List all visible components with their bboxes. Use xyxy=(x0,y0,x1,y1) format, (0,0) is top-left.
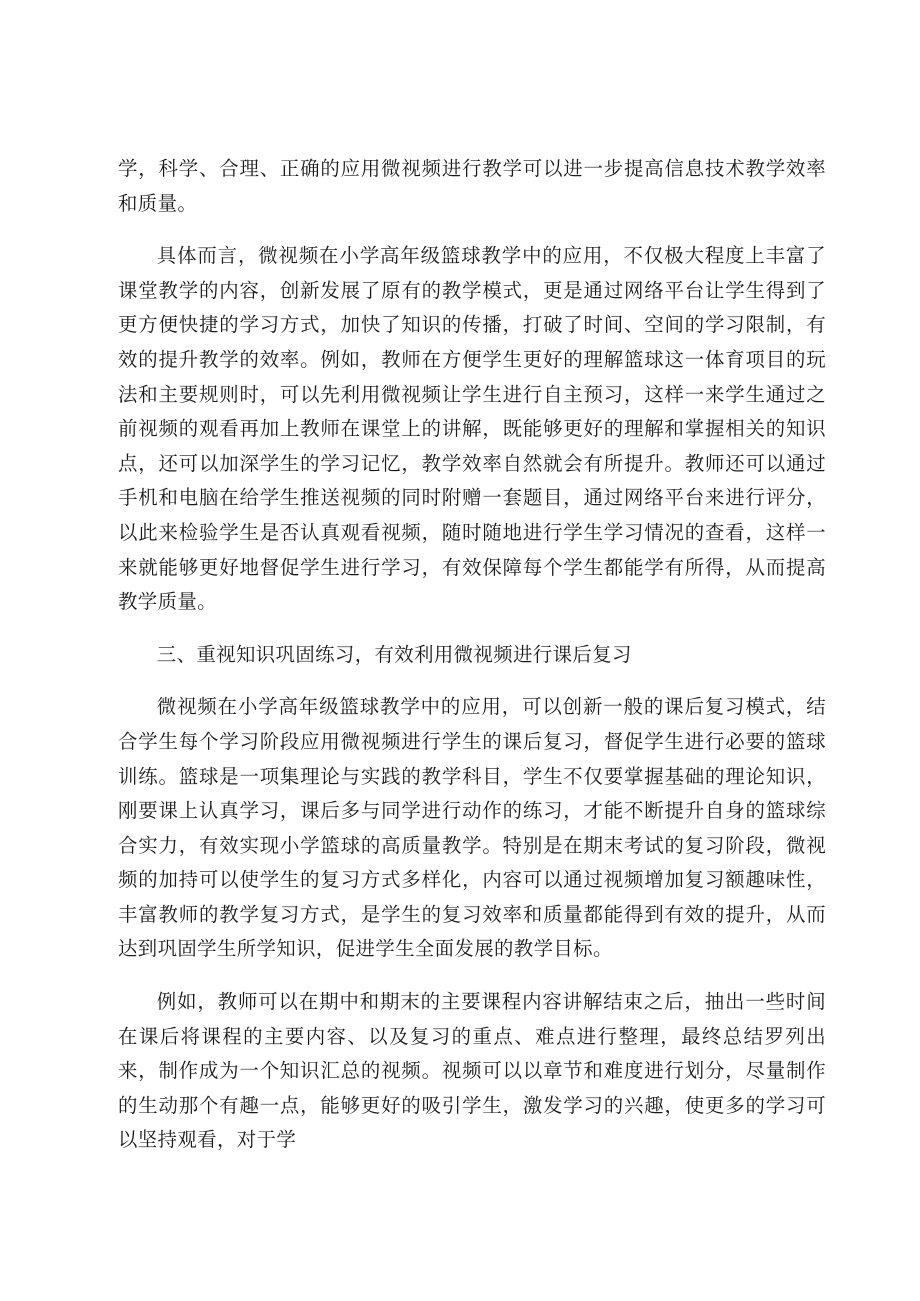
paragraph-micro-video-benefits: 具体而言，微视频在小学高年级篮球教学中的应用，不仅极大程度上丰富了课堂教学的内容，创新发展了原有的教学模式，更是通过网络平台让学生得到了更方便快捷的学习方式，加快了知识的传播，打破了时间、空间的学习限制，有效的提升教学的效率。例如，教师在方便学生更好的理解篮球这一体育项目的玩法和主要规则时，可以先利用微视频让学生进行自主预习，这样一来学生通过之前视频的观看再加上教师在课堂上的讲解，既能够更好的理解和掌握相关的知识点，还可以加深学生的学习记忆，教学效率自然就会有所提升。教师还可以通过手机和电脑在给学生推送视频的同时附赠一套题目，通过网络平台来进行评分，以此来检验学生是否认真观看视频，随时随地进行学生学习情况的查看，这样一来就能够更好地督促学生进行学习，有效保障每个学生都能学有所得，从而提高教学质量。 xyxy=(118,244,826,614)
paragraph-after-class-review: 微视频在小学高年级篮球教学中的应用，可以创新一般的课后复习模式，结合学生每个学习阶段应用微视频进行学生的课后复习，督促学生进行必要的篮球训练。篮球是一项集理论与实践的教学科目，学生不仅要掌握基础的理论知识，刚要课上认真学习，课后多与同学进行动作的练习，才能不断提升自身的篮球综合实力，有效实现小学篮球的高质量教学。特别是在期末考试的复习阶段，微视频的加持可以使学生的复习方式多样化，内容可以通过视频增加复习额趣味性，丰富教师的教学复习方式，是学生的复习效率和质量都能得到有效的提升，从而达到巩固学生所学知识，促进学生全面发展的教学目标。 xyxy=(118,695,826,961)
section-heading-3: 三、重视知识巩固练习，有效利用微视频进行课后复习 xyxy=(156,642,632,666)
paragraph-continuation: 学，科学、合理、正确的应用微视频进行教学可以进一步提高信息技术教学效率和质量。 xyxy=(118,157,826,215)
document-page xyxy=(118,152,826,1158)
paragraph-example: 例如，教师可以在期中和期末的主要课程内容讲解结束之后，抽出一些时间在课后将课程的主要内容、以及复习的重点、难点进行整理，最终总结罗列出来，制作成为一个知识汇总的视频。视频可以以章节和难度进行划分，尽量制作的生动那个有趣一点，能够更好的吸引学生，激发学习的兴趣，使更多的学习可以坚持观看，对于学 xyxy=(118,990,826,1152)
